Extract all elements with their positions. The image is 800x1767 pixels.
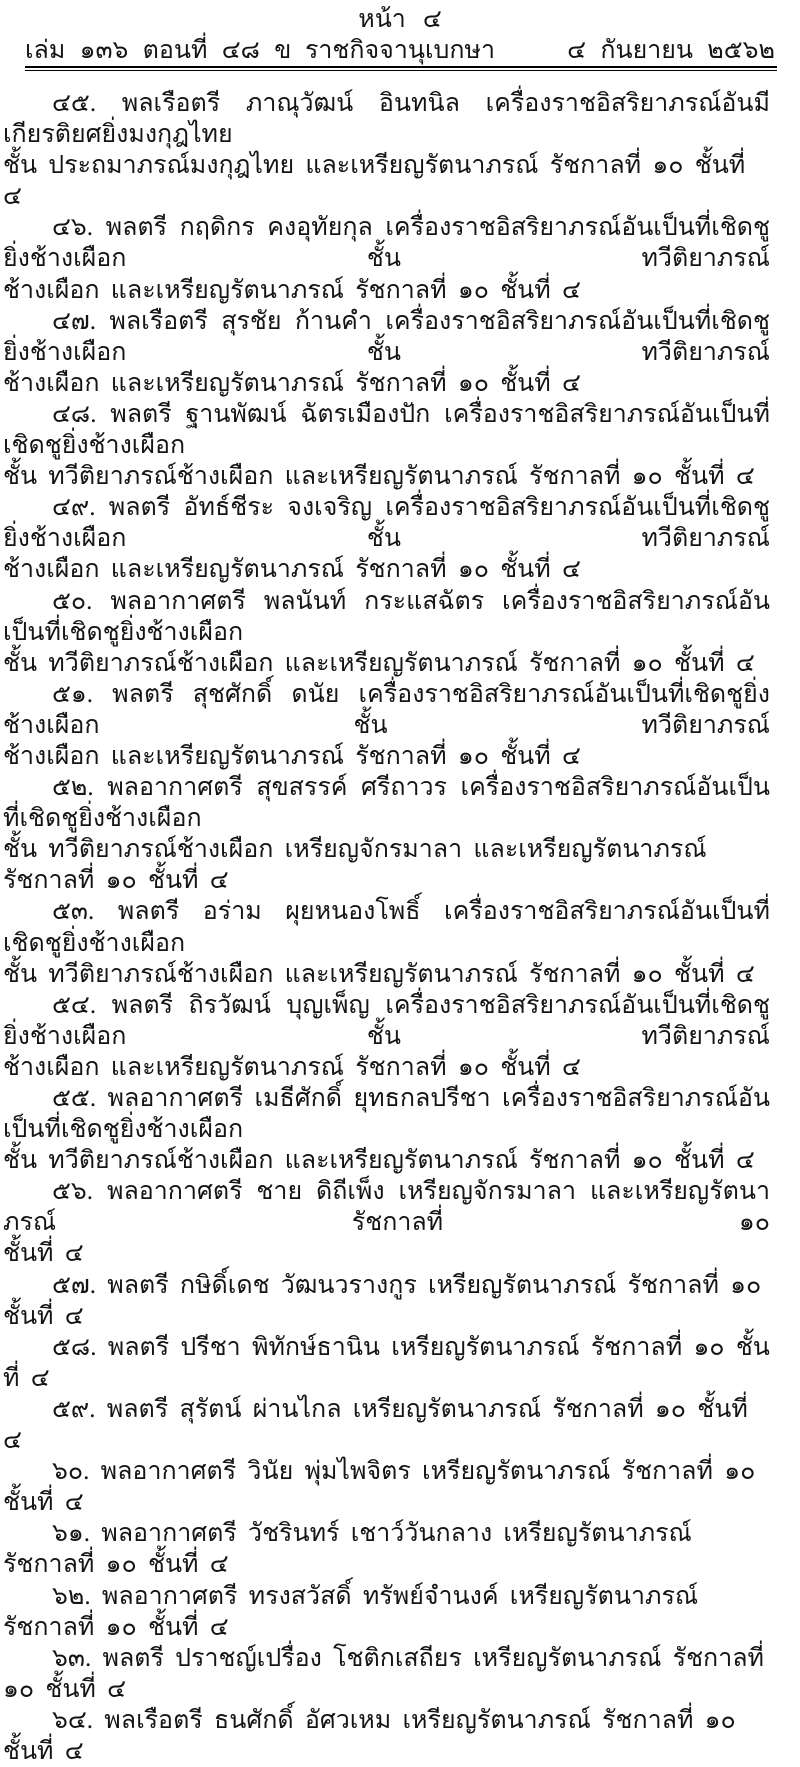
entry-line: ช้างเผือก และเหรียญรัตนาภรณ์ รัชกาลที่ ๑๐ ชั้นที่ ๔: [3, 276, 581, 304]
gazette-entry: [3, 88, 770, 212]
gazette-entry: [3, 990, 770, 1083]
entry-line: ชั้น ทวีติยาภรณ์ช้างเผือก และเหรียญรัตนาภรณ์ รัชกาลที่ ๑๐ ชั้นที่ ๔: [3, 463, 755, 491]
gazette-entry: [3, 1176, 770, 1269]
gazette-entry: [3, 1332, 770, 1394]
entry-line: ๕๙. พลตรี สุรัตน์ ผ่านไกล เหรียญรัตนาภรณ์ รัชกาลที่ ๑๐ ชั้นที่ ๔: [3, 1395, 748, 1455]
entry-line: ๕๓. พลตรี อร่าม ผุยหนองโพธิ์ เครื่องราชอิสริยาภรณ์อันเป็นที่เชิดชูยิ่งช้างเผือก: [3, 898, 770, 957]
entry-line: ๕๖. พลอากาศตรี ชาย ดิถีเพ็ง เหรียญจักรมาลา และเหรียญรัตนาภรณ์ รัชกาลที่ ๑๐: [3, 1178, 770, 1237]
gazette-entry: [3, 492, 770, 585]
page-label: หน้า: [358, 6, 406, 33]
entry-line: ๕๒. พลอากาศตรี สุขสรรค์ ศรีถาวร เครื่องราชอิสริยาภรณ์อันเป็นที่เชิดชูยิ่งช้างเผือก: [3, 774, 770, 833]
gazette-entry: [3, 212, 770, 305]
entry-line: ๔๙. พลตรี อัทธ์ชีระ จงเจริญ เครื่องราชอิสริยาภรณ์อันเป็นที่เชิดชูยิ่งช้างเผือก ชั้น ทวีติยาภรณ์: [3, 494, 770, 553]
entry-line: ๕๔. พลตรี ถิรวัฒน์ บุญเพ็ญ เครื่องราชอิสริยาภรณ์อันเป็นที่เชิดชูยิ่งช้างเผือก ชั้น ทวีติยาภรณ์: [3, 991, 770, 1050]
entry-line: ๖๐. พลอากาศตรี วินัย พุ่มไพจิตร เหรียญรัตนาภรณ์ รัชกาลที่ ๑๐ ชั้นที่ ๔: [3, 1458, 756, 1517]
gazette-entry: [3, 1083, 770, 1176]
entry-line: ชั้น ทวีติยาภรณ์ช้างเผือก เหรียญจักรมาลา และเหรียญรัตนาภรณ์ รัชกาลที่ ๑๐ ชั้นที่ ๔: [3, 836, 707, 895]
entry-line: ชั้น ทวีติยาภรณ์ช้างเผือก และเหรียญรัตนาภรณ์ รัชกาลที่ ๑๐ ชั้นที่ ๔: [3, 1147, 755, 1175]
gazette-entry: [3, 1581, 770, 1643]
gazette-entry: [3, 1705, 770, 1767]
entries: [3, 88, 770, 1767]
entry-line: ช้างเผือก และเหรียญรัตนาภรณ์ รัชกาลที่ ๑๐ ชั้นที่ ๔: [3, 369, 581, 397]
gazette-entry: [3, 1643, 770, 1705]
entry-line: ๔๕. พลเรือตรี ภาณุวัฒน์ อินทนิล เครื่องราชอิสริยาภรณ์อันมีเกียรติยศยิ่งมงกุฎไทย: [3, 90, 770, 149]
entry-line: ๕๐. พลอากาศตรี พลนันท์ กระแสฉัตร เครื่องราชอิสริยาภรณ์อันเป็นที่เชิดชูยิ่งช้างเผือก: [3, 587, 770, 646]
gazette-entry: [3, 1518, 770, 1580]
entry-line: ๕๑. พลตรี สุชศักดิ์ ดนัย เครื่องราชอิสริยาภรณ์อันเป็นที่เชิดชูยิ่งช้างเผือก ชั้น ทวีติยาภรณ์: [3, 680, 770, 739]
volume-info: เล่ม ๑๓๖ ตอนที่ ๔๘ ข: [25, 37, 292, 64]
gazette-entry: [3, 896, 770, 989]
page-number-header: [0, 5, 800, 35]
gazette-entry: [3, 1394, 770, 1456]
issue-date: ๔ กันยายน ๒๕๖๒: [567, 37, 775, 64]
entry-line: ๔๗. พลเรือตรี สุรชัย ก้านคำ เครื่องราชอิสริยาภรณ์อันเป็นที่เชิดชูยิ่งช้างเผือก ชั้น ทวีติยาภรณ์: [3, 307, 770, 366]
rule-thin-line: [25, 70, 777, 71]
entry-line: ๔๖. พลตรี กฤดิกร คงอุทัยกุล เครื่องราชอิสริยาภรณ์อันเป็นที่เชิดชูยิ่งช้างเผือก ชั้น ทวีติยาภรณ์: [3, 214, 770, 273]
gazette-entry: [3, 772, 770, 896]
masthead: [25, 36, 775, 66]
entry-line: ๕๗. พลตรี กษิดิ์เดช วัฒนวรางกูร เหรียญรัตนาภรณ์ รัชกาลที่ ๑๐ ชั้นที่ ๔: [3, 1271, 762, 1330]
entry-line: ๖๒. พลอากาศตรี ทรงสวัสดิ์ ทรัพย์จำนงค์ เหรียญรัตนาภรณ์ รัชกาลที่ ๑๐ ชั้นที่ ๔: [3, 1582, 699, 1641]
header-double-rule: [25, 66, 777, 71]
gazette-entry: [3, 1456, 770, 1518]
gazette-entry: [3, 306, 770, 399]
entry-line: ๖๑. พลอากาศตรี วัชรินทร์ เชาว์วันกลาง เหรียญรัตนาภรณ์ รัชกาลที่ ๑๐ ชั้นที่ ๔: [3, 1520, 692, 1579]
entry-line: ๖๓. พลตรี ปราชญ์เปรื่อง โชติกเสถียร เหรียญรัตนาภรณ์ รัชกาลที่ ๑๐ ชั้นที่ ๔: [3, 1644, 765, 1703]
entry-line: ช้างเผือก และเหรียญรัตนาภรณ์ รัชกาลที่ ๑๐ ชั้นที่ ๔: [3, 1053, 581, 1081]
entry-line: ๕๘. พลตรี ปรีชา พิทักษ์ธานิน เหรียญรัตนาภรณ์ รัชกาลที่ ๑๐ ชั้นที่ ๔: [3, 1333, 770, 1392]
gazette-entry: [3, 586, 770, 679]
entry-line: ๕๕. พลอากาศตรี เมธีศักดิ์ ยุทธกลปรีชา เครื่องราชอิสริยาภรณ์อันเป็นที่เชิดชูยิ่งช้างเผือก: [3, 1085, 770, 1144]
gazette-entry: [3, 399, 770, 492]
entry-line: ช้างเผือก และเหรียญรัตนาภรณ์ รัชกาลที่ ๑๐ ชั้นที่ ๔: [3, 556, 581, 584]
gazette-entry: [3, 1270, 770, 1332]
entry-line: ช้างเผือก และเหรียญรัตนาภรณ์ รัชกาลที่ ๑๐ ชั้นที่ ๔: [3, 742, 581, 770]
entry-line: ชั้น ทวีติยาภรณ์ช้างเผือก และเหรียญรัตนาภรณ์ รัชกาลที่ ๑๐ ชั้นที่ ๔: [3, 960, 755, 988]
entry-line: ชั้น ประถมาภรณ์มงกุฎไทย และเหรียญรัตนาภรณ์ รัชกาลที่ ๑๐ ชั้นที่ ๔: [3, 152, 746, 211]
entry-line: ๔๘. พลตรี ฐานพัฒน์ ฉัตรเมืองปัก เครื่องราชอิสริยาภรณ์อันเป็นที่เชิดชูยิ่งช้างเผือก: [3, 400, 770, 460]
entry-line: ชั้นที่ ๔: [3, 1240, 84, 1268]
page-number: ๔: [422, 6, 442, 33]
entry-line: ชั้น ทวีติยาภรณ์ช้างเผือก และเหรียญรัตนาภรณ์ รัชกาลที่ ๑๐ ชั้นที่ ๔: [3, 649, 755, 677]
gazette-entry: [3, 679, 770, 772]
publication-name: ราชกิจจานุเบกษา: [304, 37, 496, 64]
entry-line: ๖๔. พลเรือตรี ธนศักดิ์ อัศวเหม เหรียญรัตนาภรณ์ รัชกาลที่ ๑๐ ชั้นที่ ๔: [3, 1706, 736, 1765]
